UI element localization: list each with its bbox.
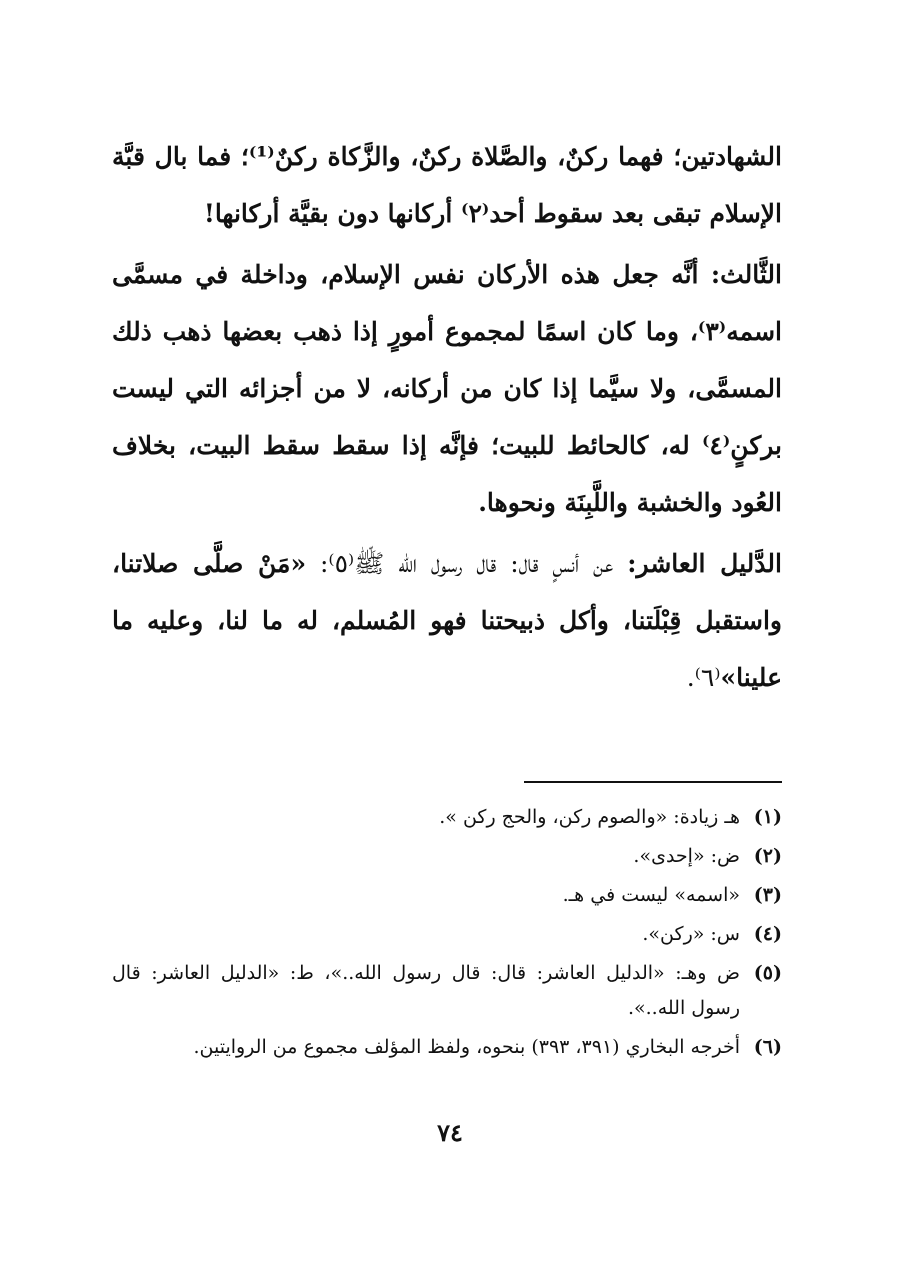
paragraph-2-label: الثَّالث: bbox=[710, 260, 782, 289]
paragraph-3 bbox=[112, 535, 782, 706]
footnote-item bbox=[112, 839, 782, 874]
paragraph-3-end: ⁽٦⁾. bbox=[686, 663, 721, 692]
footnote-number: (٤) bbox=[753, 923, 782, 945]
paragraph-1-text: الشهادتين؛ فهما ركنٌ، والصَّلاة ركنٌ، والزَّكاة ركنٌ⁽¹⁾؛ فما بال قبَّة الإسلام تبقى بعد سقوط أحد⁽٢⁾ أركانها دون بقيَّة أركانها! bbox=[112, 142, 782, 228]
footnote-text: ض وهـ: «الدليل العاشر: قال: قال رسول الله..»، ط: «الدليل العاشر: قال رسول الله..». bbox=[112, 962, 740, 1019]
paragraph-2 bbox=[112, 246, 782, 531]
paragraph-2-text: أنَّه جعل هذه الأركان نفس الإسلام، وداخلة في مسمَّى اسمه⁽٣⁾، وما كان اسمًا لمجموع أمورٍ إذا ذهب بعضها ذهب ذلك المسمَّى، ولا سيَّما إذا كان من أركانه، لا من أجزائه التي ليست بركنٍ⁽٤⁾ له، كالحائط للبيت؛ فإنَّه إذا سقط سقط البيت، بخلاف العُود والخشبة واللَّبِنَة ونحوها. bbox=[112, 260, 782, 517]
footnotes-list bbox=[112, 800, 782, 1069]
footnote-text: «اسمه» ليست في هـ. bbox=[562, 884, 740, 906]
paragraph-1 bbox=[112, 128, 782, 242]
footnote-separator bbox=[524, 781, 782, 783]
footnote-text: هـ زيادة: «والصوم ركن، والحج ركن ». bbox=[439, 806, 740, 828]
footnote-text: أخرجه البخاري (٣٩١، ٣٩٣) بنحوه، ولفظ المؤلف مجموع من الروايتين. bbox=[193, 1036, 740, 1058]
footnote-item bbox=[112, 917, 782, 952]
paragraph-3-label: الدَّليل العاشر: bbox=[627, 549, 782, 578]
footnote-number: (٢) bbox=[753, 845, 782, 867]
footnote-item bbox=[112, 800, 782, 835]
footnote-number: (٥) bbox=[753, 962, 782, 984]
footnote-item bbox=[112, 1030, 782, 1065]
footnote-item bbox=[112, 956, 782, 1026]
hadith-quote: «مَنْ صلَّى صلاتنا، واستقبل قِبْلَتنا، وأكل ذبيحتنا فهو المُسلم، له ما لنا، وعليه ما علينا» bbox=[112, 549, 782, 692]
footnote-number: (١) bbox=[753, 806, 782, 828]
page-number: ٧٤ bbox=[437, 1118, 463, 1147]
footnote-item bbox=[112, 878, 782, 913]
footnote-number: (٦) bbox=[753, 1036, 782, 1058]
footnote-text: س: «ركن». bbox=[642, 923, 740, 945]
footnote-number: (٣) bbox=[753, 884, 782, 906]
paragraph-3-intro: عن أنسٍ قال: قال رسول الله ﷺ⁽٥⁾: bbox=[306, 549, 628, 578]
main-text bbox=[112, 128, 782, 710]
footnote-text: ض: «إحدى». bbox=[633, 845, 740, 867]
